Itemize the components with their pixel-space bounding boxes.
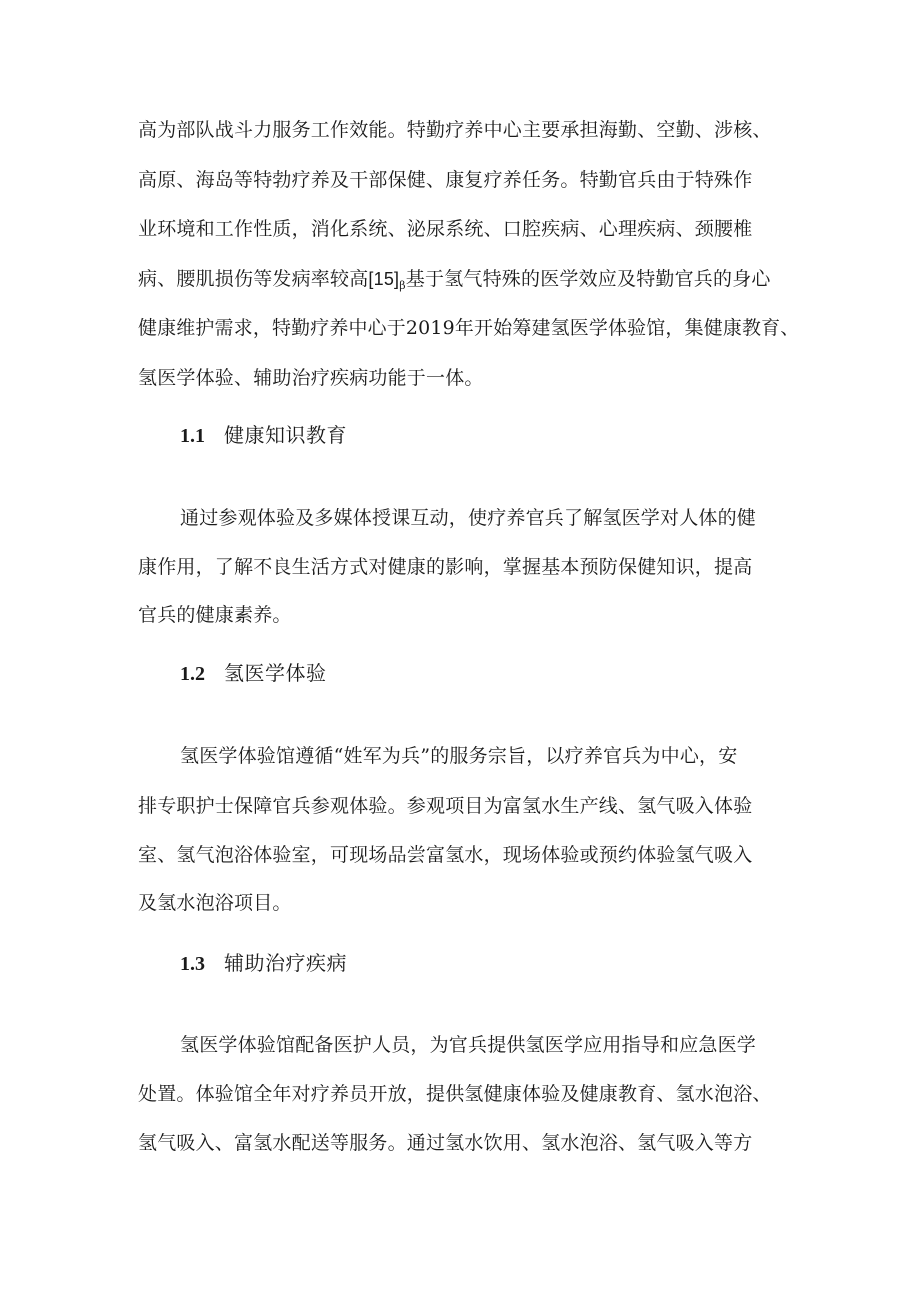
citation: [15] bbox=[368, 269, 400, 289]
section-number: 1.3 bbox=[180, 953, 205, 975]
section-title: 辅助治疗疾病 bbox=[224, 951, 347, 975]
intro-line-4 bbox=[138, 267, 771, 298]
section-title: 健康知识教育 bbox=[224, 423, 347, 447]
section-1-2-line-2: 排专职护士保障官兵参观体验。参观项目为富氢水生产线、氢气吸入体验 bbox=[138, 795, 753, 817]
intro-line-1: 高为部队战斗力服务工作效能。特勤疗养中心主要承担海勤、空勤、涉核、 bbox=[138, 119, 772, 141]
intro-line-5: 健康维护需求，特勤疗养中心于2019年开始筹建氢医学体验馆，集健康教育、 bbox=[138, 317, 800, 339]
section-number: 1.1 bbox=[180, 425, 205, 447]
intro-line-6: 氢医学体验、辅助治疗疾病功能于一体。 bbox=[138, 367, 484, 389]
section-1-3-line-2: 处置。体验馆全年对疗养员开放，提供氢健康体验及健康教育、氢水泡浴、 bbox=[138, 1083, 772, 1105]
section-title: 氢医学体验 bbox=[224, 661, 327, 685]
citation-subscript: β bbox=[399, 279, 406, 292]
intro-line-4-rest: 基于氢气特殊的医学效应及特勤官兵的身心 bbox=[405, 268, 771, 290]
section-1-1-line-1: 通过参观体验及多媒体授课互动，使疗养官兵了解氢医学对人体的健 bbox=[180, 507, 757, 529]
section-heading-1-3 bbox=[180, 950, 347, 977]
section-1-3-line-1: 氢医学体验馆配备医护人员，为官兵提供氢医学应用指导和应急医学 bbox=[180, 1034, 757, 1056]
section-heading-1-2 bbox=[180, 660, 327, 687]
intro-line-4-text: 病、腰肌损伤等发病率较高 bbox=[138, 268, 369, 290]
section-1-1-line-2: 康作用，了解不良生活方式对健康的影响，掌握基本预防保健知识，提高 bbox=[138, 556, 753, 578]
section-heading-1-1 bbox=[180, 422, 347, 449]
section-1-1-line-3: 官兵的健康素养。 bbox=[138, 604, 292, 626]
intro-line-2: 高原、海岛等特勃疗养及干部保健、康复疗养任务。特勤官兵由于特殊作 bbox=[138, 169, 753, 191]
section-1-2-line-1: 氢医学体验馆遵循“姓军为兵”的服务宗旨，以疗养官兵为中心，安 bbox=[180, 745, 738, 767]
section-1-2-line-4: 及氢水泡浴项目。 bbox=[138, 892, 292, 914]
section-number: 1.2 bbox=[180, 663, 205, 685]
section-1-3-line-3: 氢气吸入、富氢水配送等服务。通过氢水饮用、氢水泡浴、氢气吸入等方 bbox=[138, 1132, 753, 1154]
section-1-2-line-3: 室、氢气泡浴体验室，可现场品尝富氢水，现场体验或预约体验氢气吸入 bbox=[138, 844, 753, 866]
intro-line-3: 业环境和工作性质，消化系统、泌尿系统、口腔疾病、心理疾病、颈腰椎 bbox=[138, 218, 753, 240]
